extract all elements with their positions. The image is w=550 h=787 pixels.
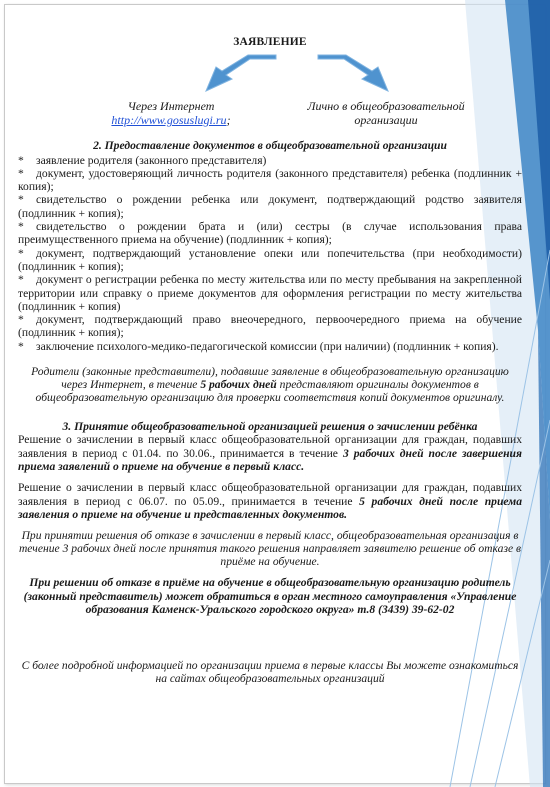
decision-paragraph-2: Решение о зачислении в первый класс общеобразовательной организации для граждан, подавших заявления в период с 06.07. по 05.09., принимается в течение 5 рабочих дней после приема заявления о приеме на обучение и представленных документов.: [18, 481, 522, 521]
document-content: [18, 36, 522, 685]
submission-routes: [18, 99, 522, 133]
bullet-icon: *: [18, 193, 24, 207]
documents-list: [18, 154, 522, 353]
section3-heading: 3. Принятие общеобразовательной организацией решения о зачислении ребёнка: [62, 420, 478, 434]
route-arrows: [18, 53, 522, 97]
bullet-icon: *: [18, 166, 24, 180]
document-title: ЗАЯВЛЕНИЕ: [233, 36, 307, 48]
bullet-icon: *: [18, 273, 24, 287]
list-item: * свидетельство о рождении ребенка или документ, подтверждающий родство заявителя (подлинник + копия);: [18, 193, 522, 220]
list-item: * свидетельство о рождении брата и (или) сестры (в случае использования права преимущественного приема на обучение) (подлинник + копия);: [18, 220, 522, 247]
route-internet: [86, 99, 256, 127]
bullet-icon: *: [18, 153, 24, 167]
gosuslugi-link[interactable]: http://www.gosuslugi.ru: [111, 113, 227, 128]
bullet-icon: *: [18, 246, 24, 260]
list-item: * документ, подтверждающий установление опеки или попечительства (при необходимости) (подлинник + копия);: [18, 246, 522, 273]
originals-note: Родители (законные представители), подавшие заявление в общеобразовательную организацию через Интернет, в течение 5 рабочих дней представляют оригиналы документов в общеобразовательную организацию для проверки соответствия копий документов оригиналу.: [31, 365, 509, 405]
section2-heading: 2. Предоставление документов в общеобразовательной организации: [93, 139, 447, 153]
list-item: * документ о регистрации ребенка по месту жительства или по месту пребывания на закрепленной территории или справку о приеме документов для оформления регистрации по месту жительства (подлинник + копия): [18, 273, 522, 313]
decision-paragraph-1: Решение о зачислении в первый класс общеобразовательной организации для граждан, подавших заявления в период с 01.04. по 30.06., принимается в течение 3 рабочих дней после завершения приема заявлений о приеме на обучение в первый класс.: [18, 433, 522, 473]
bullet-icon: *: [18, 220, 24, 234]
arrow-down-left-icon: [198, 53, 278, 97]
list-item: * заявление родителя (законного представителя): [18, 153, 267, 167]
route-in-person: Лично в общеобразовательной организации: [307, 99, 465, 128]
bullet-icon: *: [18, 313, 24, 327]
list-item: * документ, подтверждающий право внеочередного, первоочередного приема на обучение (подлинник + копия);: [18, 313, 522, 340]
route-internet-label: Через Интернет: [127, 99, 215, 114]
route-internet-link-line: [86, 113, 256, 127]
bullet-icon: *: [18, 339, 24, 353]
arrow-down-right-icon: [316, 53, 396, 97]
list-item: * документ, удостоверяющий личность родителя (законного представителя) ребенка (подлинник + копия);: [18, 166, 522, 194]
more-info-paragraph: С более подробной информацией по организации приема в первые классы Вы можете ознакомиться на сайтах общеобразовательных организаций: [21, 658, 519, 685]
refusal-paragraph: При принятии решения об отказе в зачислении в первый класс, общеобразовательная организация в течение 3 рабочих дней после принятия такого решения направляет заявителю решение об отказе в приёме на обучение.: [18, 529, 522, 569]
route-internet-suffix: ;: [226, 113, 231, 128]
list-item: * заключение психолого-медико-педагогической комиссии (при наличии) (подлинник + копия).: [18, 339, 499, 353]
appeal-paragraph: При решении об отказе в приёме на обучение в общеобразовательную организацию родитель (законный представитель) может обратиться в орган местного самоуправления «Управление образования Каменск-Уральского городского округа» т.8 (3439) 39-62-02: [23, 576, 517, 617]
